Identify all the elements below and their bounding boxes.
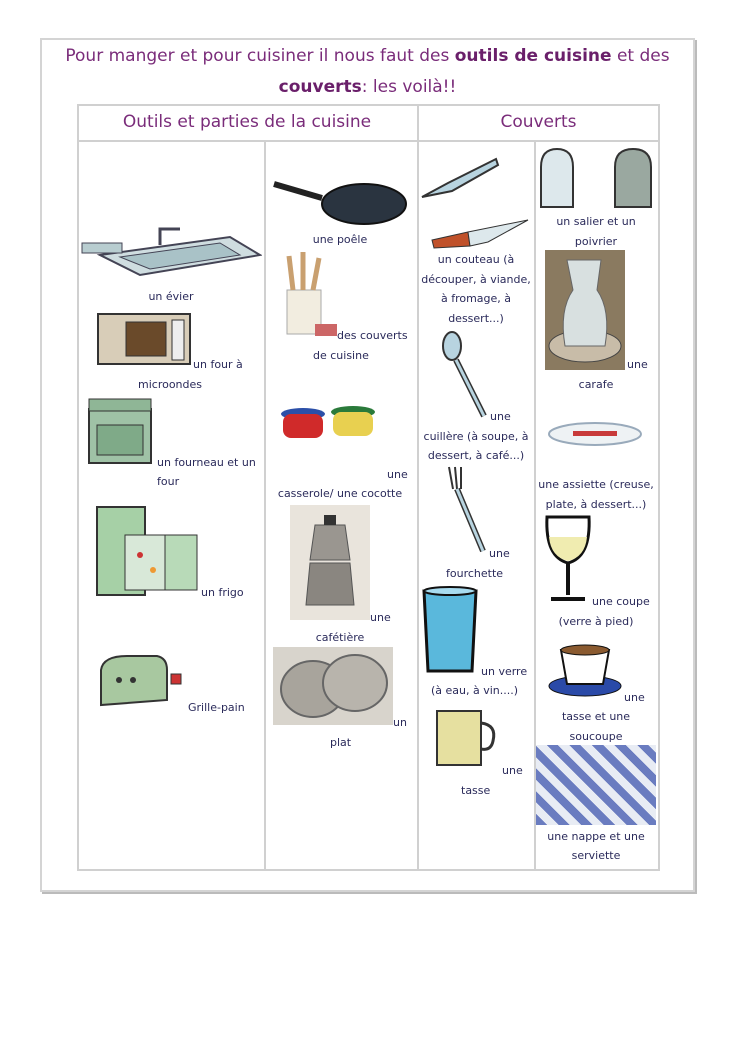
label-salier: un salier et un — [556, 215, 636, 228]
label-coupe: (verre à pied) — [558, 615, 634, 628]
label-cuillere: une — [490, 410, 511, 423]
label-verre: un verre — [481, 665, 528, 678]
column-divider — [264, 141, 266, 870]
label-plat: un — [393, 716, 407, 729]
title-text: : les voilà!! — [361, 77, 457, 97]
carafe-image — [545, 250, 625, 370]
frying-pan-image — [272, 178, 408, 228]
label-frigo: un frigo — [201, 586, 244, 599]
title-text: Pour manger et pour cuisiner il nous faut des — [65, 46, 455, 66]
column-divider — [417, 104, 419, 870]
dish-image — [273, 647, 393, 725]
knife-image — [418, 155, 500, 203]
label-couteau: dessert...) — [448, 312, 504, 325]
label-casserole: casserole/ une cocotte — [277, 487, 403, 500]
sink-image — [80, 225, 262, 277]
label-soucoupe: une — [624, 691, 645, 704]
label-fourneau: four — [157, 475, 180, 488]
fridge-image — [95, 505, 201, 598]
title-line-2 — [40, 77, 695, 97]
utensils-image — [275, 250, 337, 340]
label-soucoupe: soucoupe — [569, 730, 623, 743]
label-carafe: carafe — [578, 378, 614, 391]
wine-glass-image — [543, 513, 593, 605]
label-couteau: découper, à viande, — [421, 273, 531, 286]
label-cafetiere: cafétière — [315, 631, 365, 644]
label-casserole: une — [387, 468, 408, 481]
label-carafe: une — [627, 358, 648, 371]
label-coupe: une coupe — [592, 595, 650, 608]
title-text: et des — [611, 46, 670, 66]
casserole-image — [278, 400, 382, 442]
fork-image — [445, 465, 487, 555]
label-assiette: plate, à dessert...) — [545, 498, 647, 511]
mug-image — [433, 705, 500, 770]
label-four: un four à — [193, 358, 243, 371]
label-fourchette: une — [489, 547, 510, 560]
label-cuillere: cuillère (à soupe, à — [423, 430, 529, 443]
label-fourneau: un fourneau et un — [157, 456, 256, 469]
glass-image — [420, 585, 480, 675]
spoon-image — [440, 330, 490, 420]
label-tasse: tasse — [461, 784, 491, 797]
label-poele: une poêle — [312, 233, 368, 246]
label-soucoupe: tasse et une — [561, 710, 631, 723]
label-couverts-cuisine: des couverts — [337, 329, 408, 342]
label-nappe: serviette — [571, 849, 621, 862]
label-cuillere: dessert, à café...) — [427, 449, 525, 462]
header-outils: Outils et parties de la cuisine — [122, 112, 372, 132]
label-couteau: un couteau (à — [437, 253, 515, 266]
label-verre: (à eau, à vin....) — [431, 684, 519, 697]
cup-saucer-image — [547, 640, 625, 700]
label-plat: plat — [330, 736, 352, 749]
label-salier: poivrier — [574, 235, 618, 248]
tablecloth-image — [536, 745, 656, 825]
header-divider — [77, 140, 660, 142]
title-bold: couverts — [278, 77, 362, 97]
label-couverts-cuisine: de cuisine — [313, 349, 369, 362]
plate-image — [547, 420, 643, 448]
label-fourchette: fourchette — [446, 567, 504, 580]
toaster-image — [97, 650, 185, 710]
label-cafetiere: une — [370, 611, 391, 624]
salt-pepper-image — [537, 145, 655, 210]
label-evier: un évier — [148, 290, 194, 303]
header-couverts: Couverts — [500, 112, 577, 132]
label-grille-pain: Grille-pain — [188, 701, 245, 714]
label-tasse: une — [502, 764, 523, 777]
label-assiette: une assiette (creuse, — [538, 478, 654, 491]
label-four: microondes — [138, 378, 203, 391]
microwave-image — [96, 310, 193, 368]
title-bold: outils de cuisine — [454, 46, 612, 66]
label-nappe: une nappe et une — [547, 830, 645, 843]
label-couteau: à fromage, à — [440, 292, 512, 305]
coffee-maker-image — [290, 505, 370, 620]
kitchen-knife-image — [428, 218, 532, 250]
title-line-1 — [40, 46, 695, 66]
stove-image — [85, 395, 155, 465]
